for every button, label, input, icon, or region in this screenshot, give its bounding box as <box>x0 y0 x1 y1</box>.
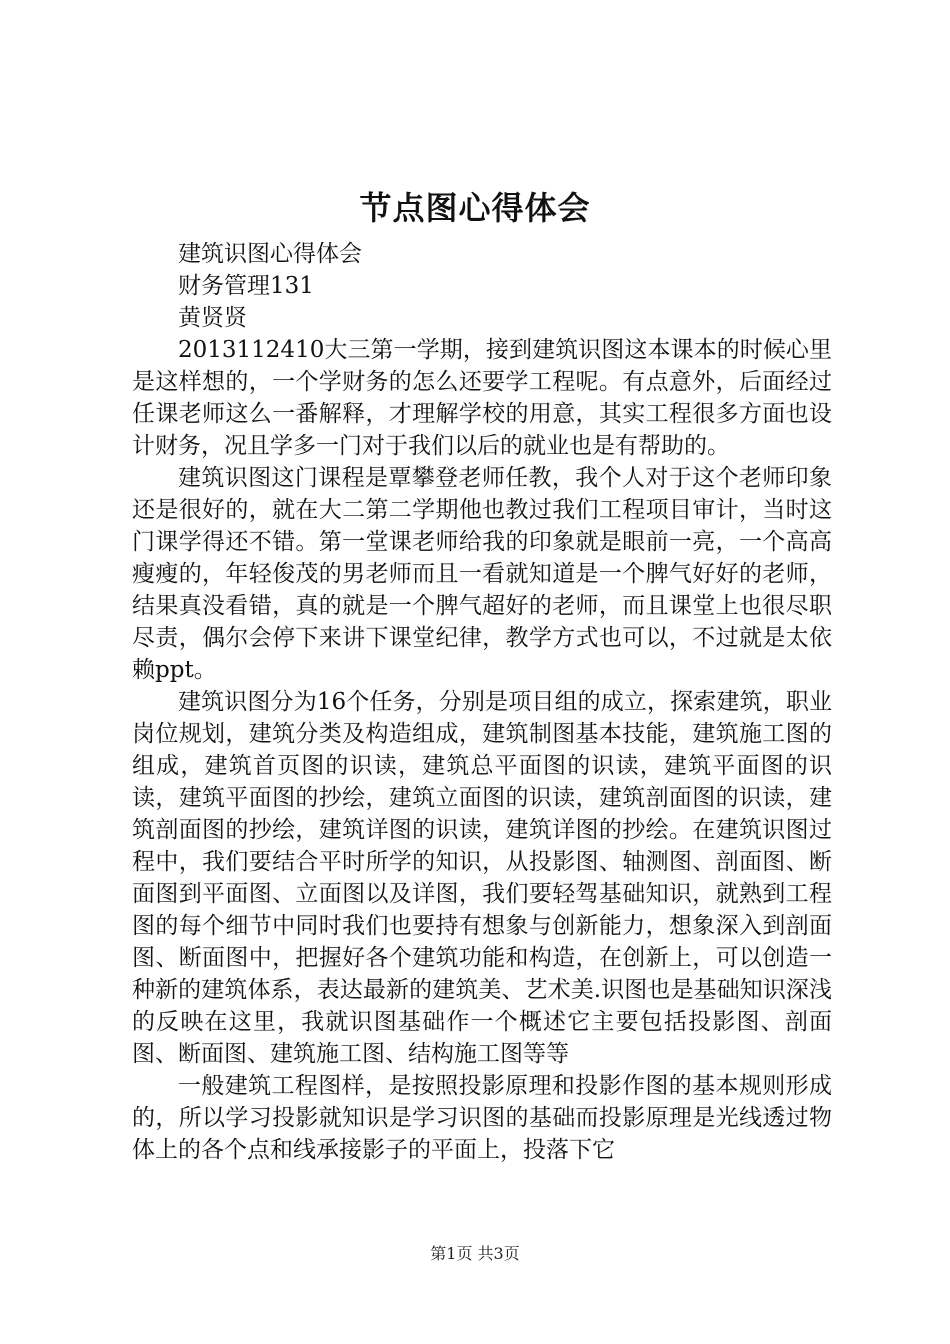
subtitle-paragraph: 建筑识图心得体会 <box>178 241 362 267</box>
body-paragraph: 一般建筑工程图样，是按照投影原理和投影作图的基本规则形成的，所以学习投影就知识是学习识图的基础而投影原理是光线透过物体上的各个点和线承接影子的平面上，投落下它 <box>132 1073 832 1163</box>
author-paragraph: 黄贤贤 <box>178 305 247 331</box>
page-number-footer: 第1页 共3页 <box>430 1244 520 1263</box>
body-paragraph: 建筑识图这门课程是覃攀登老师任教，我个人对于这个老师印象还是很好的，就在大二第二学期他也教过我们工程项目审计，当时这门课学得还不错。第一堂课老师给我的印象就是眼前一亮，一个高高瘦瘦的，年轻俊茂的男老师而且一看就知道是一个脾气好好的老师，结果真没看错，真的就是一个脾气超好的老师，而且课堂上也很尽职尽责，偶尔会停下来讲下课堂纪律，教学方式也可以，不过就是太依赖ppt。 <box>132 465 832 683</box>
body-paragraph: 建筑识图分为16个任务，分别是项目组的成立，探索建筑，职业岗位规划，建筑分类及构造组成，建筑制图基本技能，建筑施工图的组成，建筑首页图的识读，建筑总平面图的识读，建筑平面图的识读，建筑平面图的抄绘，建筑立面图的识读，建筑剖面图的识读，建筑剖面图的抄绘，建筑详图的识读，建筑详图的抄绘。在建筑识图过程中，我们要结合平时所学的知识，从投影图、轴测图、剖面图、断面图到平面图、立面图以及详图，我们要轻驾基础知识，就熟到工程图的每个细节中同时我们也要持有想象与创新能力，想象深入到剖面图、断面图中，把握好各个建筑功能和构造，在创新上，可以创造一种新的建筑体系，表达最新的建筑美、艺术美.识图也是基础知识深浅的反映在这里，我就识图基础作一个概述它主要包括投影图、剖面图、断面图、建筑施工图、结构施工图等等 <box>132 689 832 1067</box>
document-title: 节点图心得体会 <box>359 189 591 227</box>
document-body <box>132 238 832 1166</box>
class-paragraph: 财务管理131 <box>178 273 314 299</box>
body-paragraph: 2013112410大三第一学期，接到建筑识图这本课本的时候心里是这样想的，一个学财务的怎么还要学工程呢。有点意外，后面经过任课老师这么一番解释，才理解学校的用意，其实工程很多方面也设计财务，况且学多一门对于我们以后的就业也是有帮助的。 <box>132 337 832 459</box>
